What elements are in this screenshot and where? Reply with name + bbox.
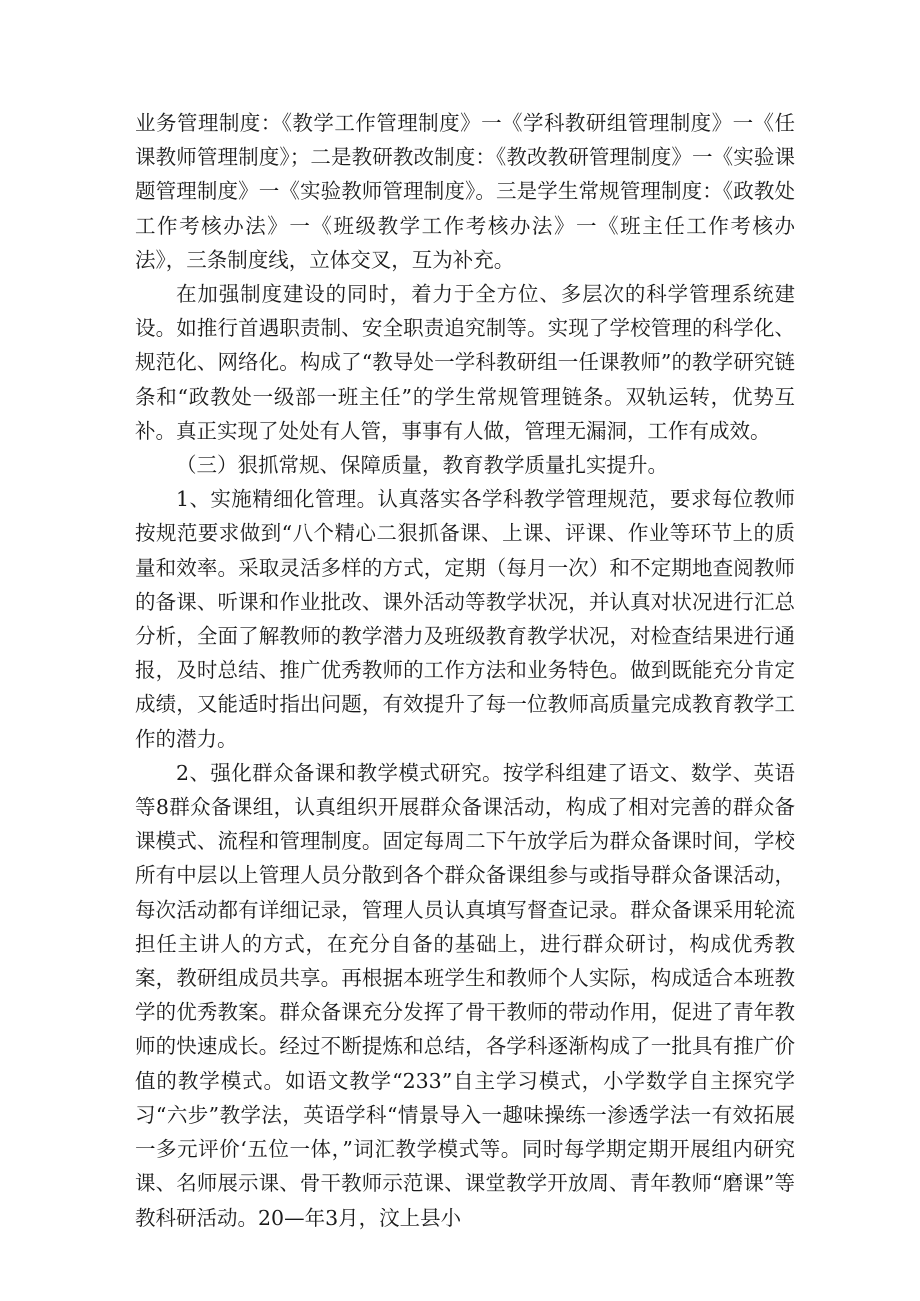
document-page bbox=[135, 106, 795, 1235]
paragraph-refined-management: 1、实施精细化管理。认真落实各学科教学管理规范，要求每位教师按规范要求做到“八个精心二狠抓备课、上课、评课、作业等环节上的质量和效率。采取灵活多样的方式，定期（每月一次）和不定期地查阅教师的备课、听课和作业批改、课外活动等教学状况，并认真对状况进行汇总分析，全面了解教师的教学潜力及班级教育教学状况，对检查结果进行通报，及时总结、推广优秀教师的工作方法和业务特色。做到既能充分肯定成绩，又能适时指出问题，有效提升了每一位教师高质量完成教育教学工作的潜力。 bbox=[135, 487, 795, 751]
section-heading-quality: （三）狠抓常规、保障质量，教育教学质量扎实提升。 bbox=[176, 453, 668, 478]
paragraph-management-rules: 业务管理制度：《教学工作管理制度》一《学科教研组管理制度》一《任课教师管理制度》；二是教研教改制度：《教改教研管理制度》一《实验课题管理制度》一《实验教师管理制度》。三是学生常规管理制度：《政教处工作考核办法》一《班级教学工作考核办法》一《班主任工作考核办法》，三条制度线，立体交叉，互为补充。 bbox=[135, 111, 795, 272]
paragraph-management-system: 在加强制度建设的同时，着力于全方位、多层次的科学管理系统建设。如推行首遇职责制、安全职责追究制等。实现了学校管理的科学化、规范化、网络化。构成了“教导处一学科教研组一任课教师”的教学研究链条和“政教处一级部一班主任”的学生常规管理链条。双轨运转，优势互补。真正实现了处处有人管，事事有人做，管理无漏洞，工作有成效。 bbox=[135, 282, 795, 443]
paragraph-group-lesson-prep: 2、强化群众备课和教学模式研究。按学科组建了语文、数学、英语等8群众备课组，认真组织开展群众备课活动，构成了相对完善的群众备课模式、流程和管理制度。固定每周二下午放学后为群众备课时间，学校所有中层以上管理人员分散到各个群众备课组参与或指导群众备课活动，每次活动都有详细记录，管理人员认真填写督查记录。群众备课采用轮流担任主讲人的方式，在充分自备的基础上，进行群众研讨，构成优秀教案，教研组成员共享。再根据本班学生和教师个人实际，构成适合本班教学的优秀教案。群众备课充分发挥了骨干教师的带动作用，促进了青年教师的快速成长。经过不断提炼和总结，各学科逐渐构成了一批具有推广价值的教学模式。如语文教学“233”自主学习模式，小学数学自主探究学习“六步”教学法，英语学科“情景导入一趣味操练一渗透学法一有效拓展一多元评价‘五位一体，”词汇教学模式等。同时每学期定期开展组内研究课、名师展示课、骨干教师示范课、课堂教学开放周、青年教师“磨课”等教科研活动。20—年3月，汶上县小 bbox=[135, 760, 795, 1230]
